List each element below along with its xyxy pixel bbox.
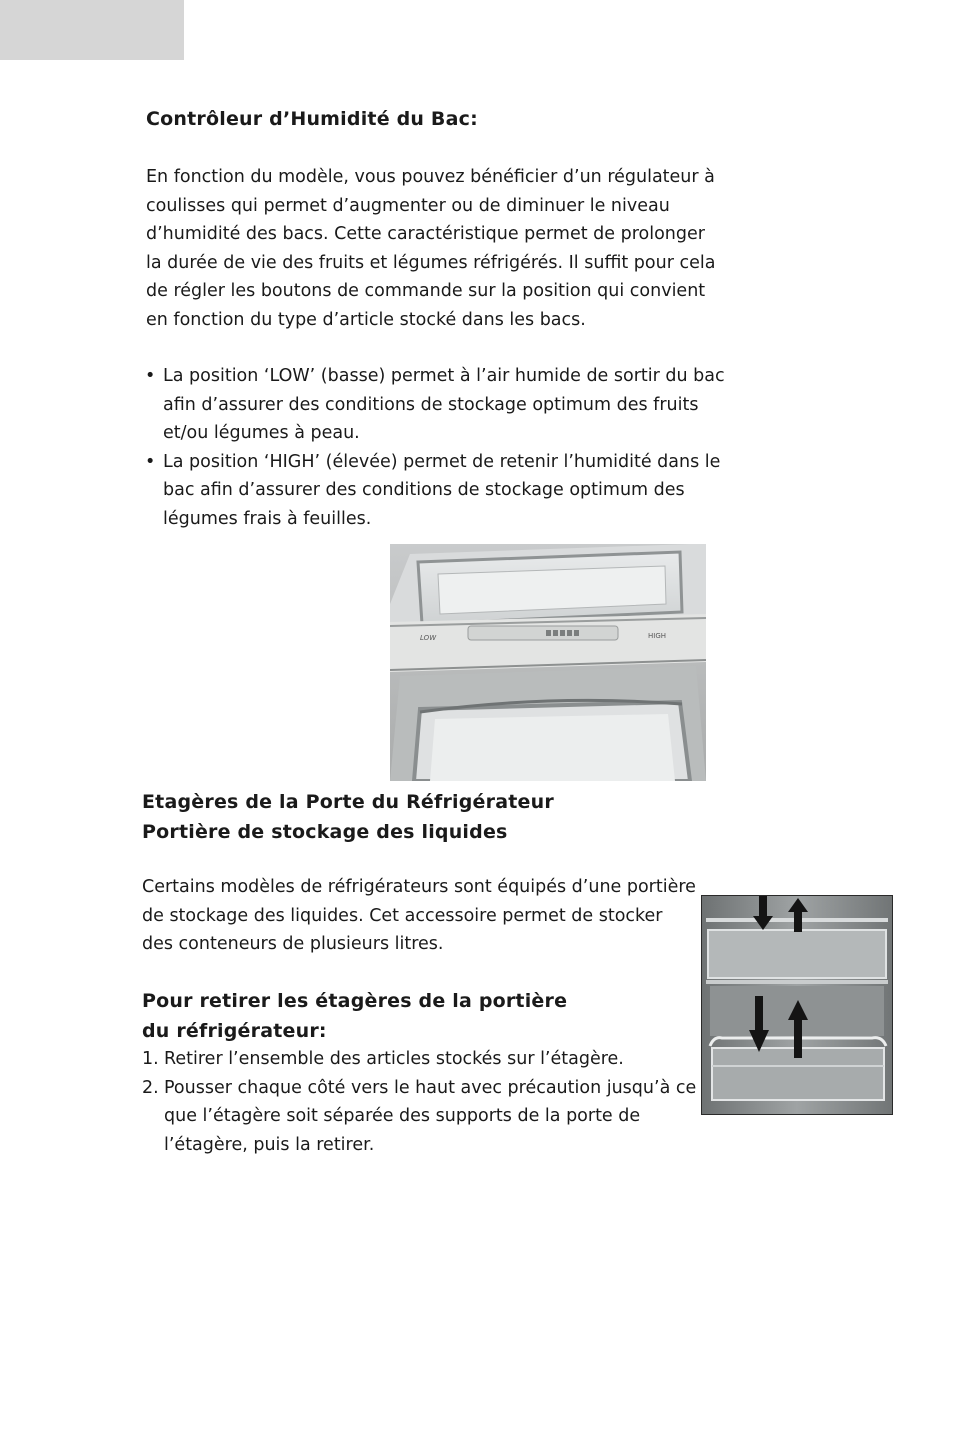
removal-steps-list <box>142 1045 697 1159</box>
step-1-text: Retirer l’ensemble des articles stockés sur l’étagère. <box>164 1049 624 1069</box>
step-2-text: Pousser chaque côté vers le haut avec précaution jusqu’à ce que l’étagère soit séparée des supports de la porte de l’étagère, puis la retirer. <box>164 1077 697 1155</box>
bullet-high-position: • La position ‘HIGH’ (élevée) permet de retenir l’humidité dans le bac afin d’assurer des conditions de stockage optimum des légumes frais à feuilles. <box>143 448 725 534</box>
door-shelves-heading-line2: Portière de stockage des liquides <box>142 821 508 843</box>
humidity-intro-paragraph: En fonction du modèle, vous pouvez bénéficier d’un régulateur à coulisses qui permet d’augmenter ou de diminuer le niveau d’humidité des bacs. Cette caractéristique permet de prolonger la durée de vie des fruits et légumes réfrigérés. Il suffit pour cela de régler les boutons de commande sur la position qui convient en fonction du type d’article stocké dans les bacs. <box>146 167 716 330</box>
door-shelves-heading-line1: Etagères de la Porte du Réfrigérateur <box>142 791 554 813</box>
remove-shelves-heading-line2: du réfrigérateur: <box>142 1020 327 1042</box>
step-1-number: 1. <box>142 1049 159 1069</box>
remove-shelves-heading-line1: Pour retirer les étagères de la portière <box>142 990 568 1012</box>
humidity-bullet-list <box>143 362 725 533</box>
bullet-low-position: • La position ‘LOW’ (basse) permet à l’air humide de sortir du bac afin d’assurer des conditions de stockage optimum des fruits et/ou légumes à peau. <box>143 362 725 448</box>
humidity-controller-heading: Contrôleur d’Humidité du Bac: <box>146 108 478 130</box>
liquid-storage-paragraph: Certains modèles de réfrigérateurs sont équipés d’une portière de stockage des liquides. Cet accessoire permet de stocker des conteneurs de plusieurs litres. <box>142 877 696 954</box>
step-2 <box>142 1074 697 1160</box>
step-2-number: 2. <box>142 1077 159 1098</box>
door-shelves-heading <box>142 787 554 847</box>
low-label: LOW <box>420 634 437 642</box>
door-shelf-photo <box>701 895 893 1115</box>
page-corner-tab <box>0 0 184 60</box>
step-1 <box>142 1045 697 1074</box>
remove-shelves-heading <box>142 986 567 1046</box>
crisper-humidity-control-photo <box>390 544 706 781</box>
high-label: HIGH <box>648 632 667 640</box>
